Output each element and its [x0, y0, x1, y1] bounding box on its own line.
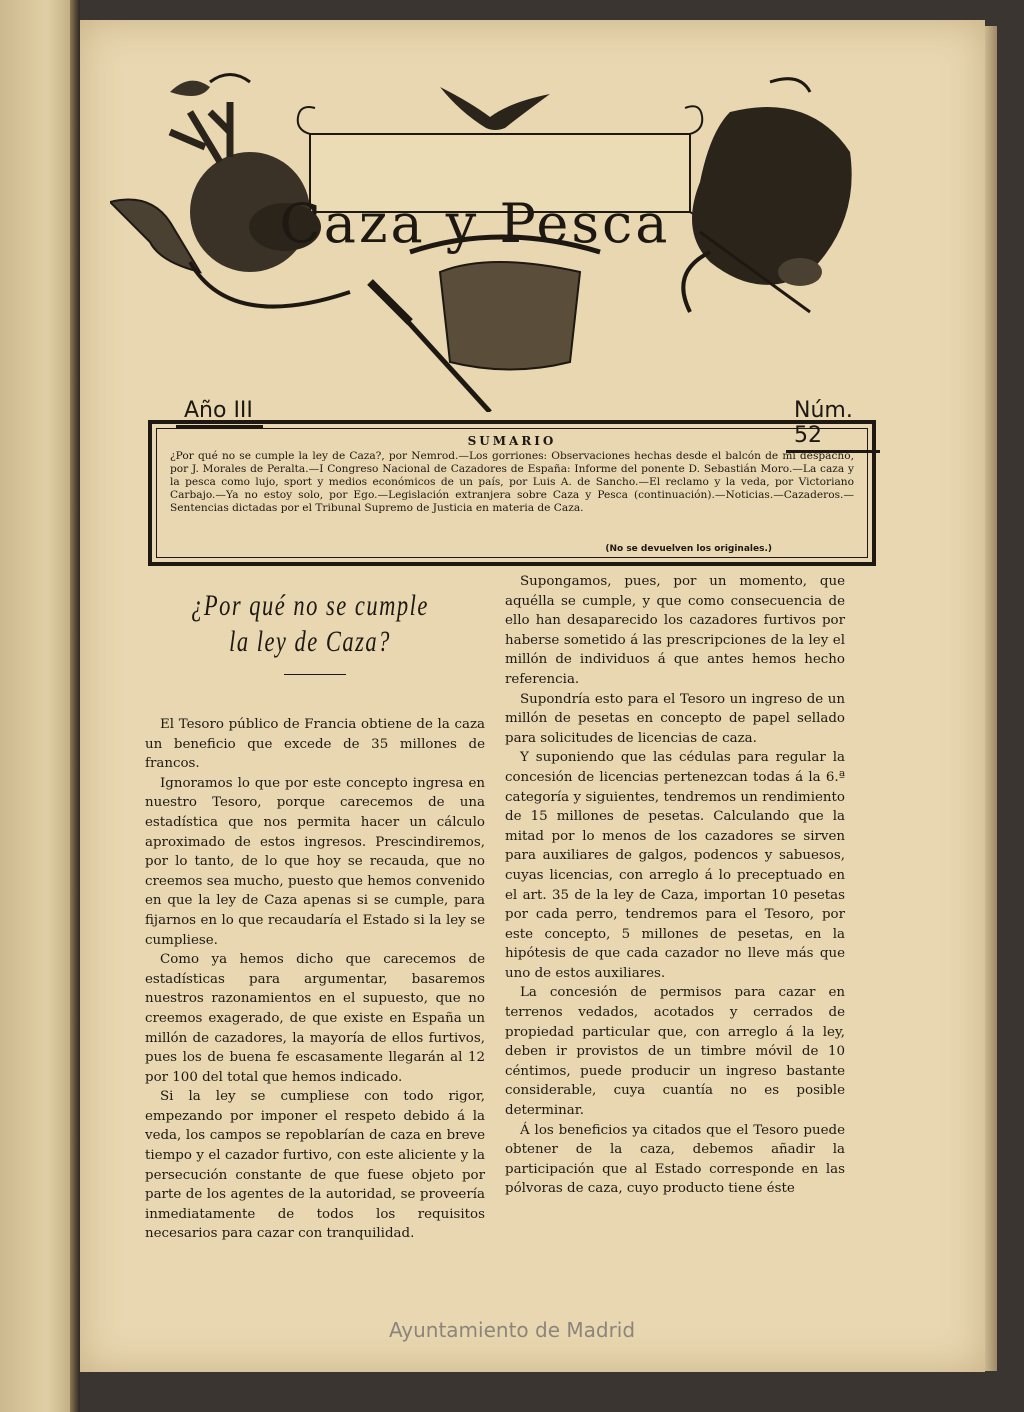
- issue-number: Núm. 52: [786, 398, 880, 453]
- watermark: Ayuntamiento de Madrid: [388, 1318, 636, 1342]
- paragraph: Si la ley se cumpliese con todo rigor, empezando por imponer el respeto debido á la veda, los campos se repoblarían de caza en breve tiempo y el cazador furtivo, con este aliciente y la persecución constante de que fuese objeto por parte de los agentes de la autoridad, se proveería inmediatamente de todos los requisitos necesarios para cazar con tranquilidad.: [145, 1089, 485, 1242]
- paragraph: Ignoramos lo que por este concepto ingresa en nuestro Tesoro, porque carecemos de una estadística que nos permita hacer un cálculo aproximado de estos ingresos. Prescindiremos, por lo tanto, de lo que hoy se recauda, que no creemos sea mucho, puesto que hemos convenido en que la ley de Caza apenas si se cumple, para fijarnos en lo que recaudaría el Estado si la ley se cumpliese.: [145, 775, 485, 948]
- paragraph: Á los beneficios ya citados que el Tesoro puede obtener de la caza, debemos añadir la participación que al Estado corresponde en las pólvoras de caza, cuyo producto tiene éste: [505, 1122, 845, 1197]
- originals-note: (No se devuelven los originales.): [605, 544, 772, 554]
- paragraph: Y suponiendo que las cédulas para regular la concesión de licencias pertenezcan todas á la 6.ª categoría y siguientes, tendremos un rendimiento de 15 millones de pesetas. Calculando que la mitad por lo menos de los cazadores se sirven para auxiliares de galgos, podencos y sabuesos, cuyas licencias, con arreglo á lo preceptuado en el art. 35 de la ley de Caza, importan 10 pesetas por cada perro, tendremos para el Tesoro, por este concepto, 5 millones de pesetas, en la hipótesis de que cada cazador no lleve más que uno de estos auxiliares.: [505, 750, 845, 981]
- paragraph: La concesión de permisos para cazar en terrenos vedados, acotados y cerrados de propiedad particular que, con arreglo á la ley, deben ir provistos de un timbre móvil de 10 céntimos, puede producir un ingreso bastante considerable, cuya cuantía no es posible determinar.: [505, 985, 845, 1119]
- book-gutter: [70, 0, 80, 1412]
- summary-box: [148, 420, 876, 566]
- year-label: Año III: [176, 398, 263, 428]
- left-column: [145, 572, 485, 1244]
- page-stack-edge: [985, 26, 997, 1371]
- headline-rule: [284, 674, 346, 675]
- paragraph: Como ya hemos dicho que carecemos de estadísticas para argumentar, basaremos nuestros razonamientos en el supuesto, que no creemos exagerado, de que existe en España un millón de cazadores, la mayoría de ellos furtivos, pues los de buena fe escasamente llegarán al 12 por 100 del total que hemos indicado.: [145, 952, 485, 1085]
- facing-page: [0, 0, 78, 1412]
- magazine-title: Caza y Pesca: [279, 192, 671, 255]
- game-bag-icon: [370, 237, 600, 412]
- paragraph: El Tesoro público de Francia obtiene de la caza un beneficio que excede de 35 millones de francos.: [145, 717, 485, 772]
- summary-heading: SUMARIO: [467, 434, 557, 448]
- boar-head-icon: [683, 79, 851, 312]
- right-column: [505, 572, 845, 1199]
- summary-text: ¿Por qué no se cumple la ley de Caza?, por Nemrod.—Los gorriones: Observaciones hechas desde el balcón de mi despacho, por J. Morales de Peralta.—I Congreso Nacional de Cazadores de España: Informe del ponente D. Sebastián Moro.—La caza y la pesca como lujo, sport y medios económicos de un país, por Luis A. de Sancho.—El reclamo y la veda, por Victoriano Carbajo.—Ya no estoy solo, por Ego.—Legislación extranjera sobre Caza y Pesca (continuación).—Noticias.—Cazaderos.—Sentencias dictadas por el Tribunal Supremo de Justicia en materia de Caza.: [170, 450, 854, 514]
- magazine-page: [80, 20, 985, 1372]
- article-headline: ¿Por qué no se cumple la ley de Caza?: [191, 589, 429, 658]
- paragraph: Supondría esto para el Tesoro un ingreso de un millón de pesetas en concepto de papel sellado para solicitudes de licencias de caza.: [505, 691, 845, 746]
- paragraph: Supongamos, pues, por un momento, que aquélla se cumple, y que como consecuencia de ello han desaparecido los cazadores furtivos por haberse sometido á las prescripciones de la ley el millón de individuos á que antes hemos hecho referencia.: [505, 574, 845, 687]
- bird-icon: [440, 87, 550, 130]
